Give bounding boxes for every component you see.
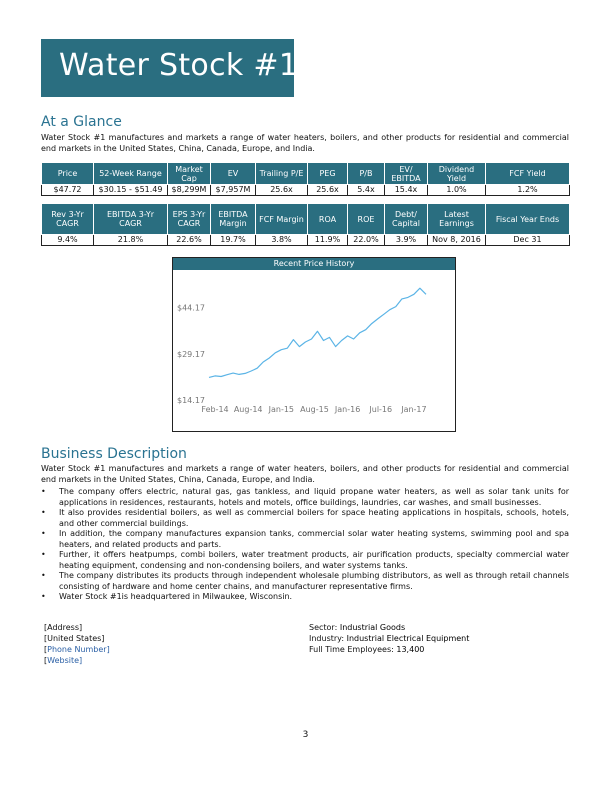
valuation-header: Market Cap: [168, 163, 211, 185]
performance-value: 3.8%: [256, 235, 308, 246]
bullet-text: The company offers electric, natural gas, gas tankless, and liquid propane water heaters, as well as solar tank units for applications in residences, restaurants, hotels and motels, office buildings, laundries, car washes, and small businesses.: [59, 487, 569, 507]
list-item: [41, 529, 569, 550]
performance-header: EBITDA Margin: [211, 204, 256, 235]
sector-value: Industrial Goods: [339, 623, 406, 632]
valuation-value: 1.0%: [428, 185, 486, 196]
valuation-header: Dividend Yield: [428, 163, 486, 185]
list-item: [41, 592, 569, 603]
valuation-value: 15.4x: [385, 185, 428, 196]
page-number: 3: [302, 730, 309, 740]
list-item: [41, 508, 569, 529]
industry-line: [309, 633, 469, 644]
performance-header: Debt/ Capital: [385, 204, 428, 235]
chart-title: Recent Price History: [173, 258, 455, 270]
y-tick-label: $29.17: [177, 349, 205, 359]
bullet-icon: •: [41, 571, 46, 580]
performance-value: 22.0%: [348, 235, 385, 246]
performance-header: EBITDA 3-Yr CAGR: [94, 204, 168, 235]
bullet-icon: •: [41, 592, 46, 601]
employees-value: 13,400: [396, 645, 425, 654]
sector-label: Sector:: [309, 623, 338, 632]
x-tick-label: Aug-15: [300, 405, 329, 414]
price-series-line: [209, 288, 426, 377]
performance-value: 11.9%: [308, 235, 348, 246]
valuation-value: 25.6x: [256, 185, 308, 196]
price-history-chart: [172, 257, 456, 432]
valuation-value: 25.6x: [308, 185, 348, 196]
company-info: [309, 622, 469, 655]
price-line-chart: [173, 270, 454, 430]
valuation-header: EV: [211, 163, 256, 185]
performance-value: 9.4%: [42, 235, 94, 246]
at-a-glance-text: Water Stock #1 manufactures and markets a range of water heaters, boilers, and other products for residential and commercial end markets in the United States, China, Canada, Europe, and India.: [41, 133, 569, 153]
y-tick-label: $44.17: [177, 303, 205, 313]
x-tick-label: Aug-14: [233, 405, 263, 414]
performance-value: 21.8%: [94, 235, 168, 246]
bullet-text: It also provides residential boilers, as well as commercial boilers for space heating applications in hospitals, schools, hotels, and other commercial buildings.: [59, 508, 569, 528]
performance-value: 3.9%: [385, 235, 428, 246]
phone-link[interactable]: Phone Number: [47, 645, 107, 654]
business-description-heading: Business Description: [41, 446, 187, 462]
phone-line[interactable]: [Phone Number]: [44, 645, 110, 654]
valuation-value: 5.4x: [348, 185, 385, 196]
bullet-icon: •: [41, 508, 46, 517]
performance-header: Latest Earnings: [428, 204, 486, 235]
performance-header: ROA: [308, 204, 348, 235]
industry-label: Industry:: [309, 634, 345, 643]
employees-label: Full Time Employees:: [309, 645, 394, 654]
title-banner: [41, 39, 299, 97]
x-tick-label: Jul-16: [369, 405, 393, 414]
performance-value: Dec 31: [486, 235, 570, 246]
website-line[interactable]: [Website]: [44, 656, 83, 665]
valuation-value: $47.72: [42, 185, 94, 196]
business-intro: Water Stock #1 manufactures and markets a range of water heaters, boilers, and other products for residential and commercial end markets in the United States, China, Canada, Europe, and India.: [41, 464, 569, 484]
x-tick-label: Jan-15: [268, 405, 295, 414]
sector-line: [309, 622, 469, 633]
valuation-value: $8,299M: [168, 185, 211, 196]
bullet-text: Further, it offers heatpumps, combi boilers, water treatment products, air purification products, specialty commercial water heating equipment, condensing and non-condensing boilers, and water systems tanks.: [59, 550, 569, 570]
valuation-value: 1.2%: [486, 185, 570, 196]
x-tick-label: Jan-16: [334, 405, 361, 414]
y-tick-label: $14.17: [177, 396, 205, 405]
bullet-icon: •: [41, 529, 46, 538]
bullet-icon: •: [41, 487, 46, 496]
performance-header: FCF Margin: [256, 204, 308, 235]
valuation-header: P/B: [348, 163, 385, 185]
page-title: Water Stock #1: [59, 48, 299, 83]
list-item: [41, 571, 569, 592]
performance-table: [41, 203, 570, 246]
bullet-text: In addition, the company manufactures expansion tanks, commercial solar water heating systems, swimming pool and spa heaters, and related products and parts.: [59, 529, 569, 549]
valuation-value: $30.15 - $51.49: [94, 185, 168, 196]
performance-value: Nov 8, 2016: [428, 235, 486, 246]
valuation-value: $7,957M: [211, 185, 256, 196]
performance-value: 22.6%: [168, 235, 211, 246]
performance-header: ROE: [348, 204, 385, 235]
country-line: [United States]: [44, 634, 105, 643]
valuation-header: PEG: [308, 163, 348, 185]
bullet-text: Water Stock #1is headquartered in Milwaukee, Wisconsin.: [59, 592, 293, 601]
valuation-header: EV/ EBITDA: [385, 163, 428, 185]
valuation-header: FCF Yield: [486, 163, 570, 185]
at-a-glance-heading: At a Glance: [41, 114, 122, 130]
valuation-header: Price: [42, 163, 94, 185]
x-tick-label: Feb-14: [201, 405, 229, 414]
list-item: [41, 550, 569, 571]
x-tick-label: Jan-17: [401, 405, 427, 414]
employees-line: [309, 644, 469, 655]
valuation-table: [41, 162, 570, 196]
contact-block: [44, 622, 110, 666]
performance-value: 19.7%: [211, 235, 256, 246]
bullet-icon: •: [41, 550, 46, 559]
performance-header: Rev 3-Yr CAGR: [42, 204, 94, 235]
industry-value: Industrial Electrical Equipment: [346, 634, 470, 643]
performance-header: EPS 3-Yr CAGR: [168, 204, 211, 235]
list-item: [41, 487, 569, 508]
valuation-header: Trailing P/E: [256, 163, 308, 185]
business-bullets: [41, 487, 569, 603]
address-line: [Address]: [44, 623, 83, 632]
website-link[interactable]: Website: [47, 656, 80, 665]
valuation-header: 52-Week Range: [94, 163, 168, 185]
performance-header: Fiscal Year Ends: [486, 204, 570, 235]
bullet-text: The company distributes its products through independent wholesale plumbing distributors, as well as through retail channels consisting of hardware and home center chains, and manufacturer representative firms.: [59, 571, 569, 591]
